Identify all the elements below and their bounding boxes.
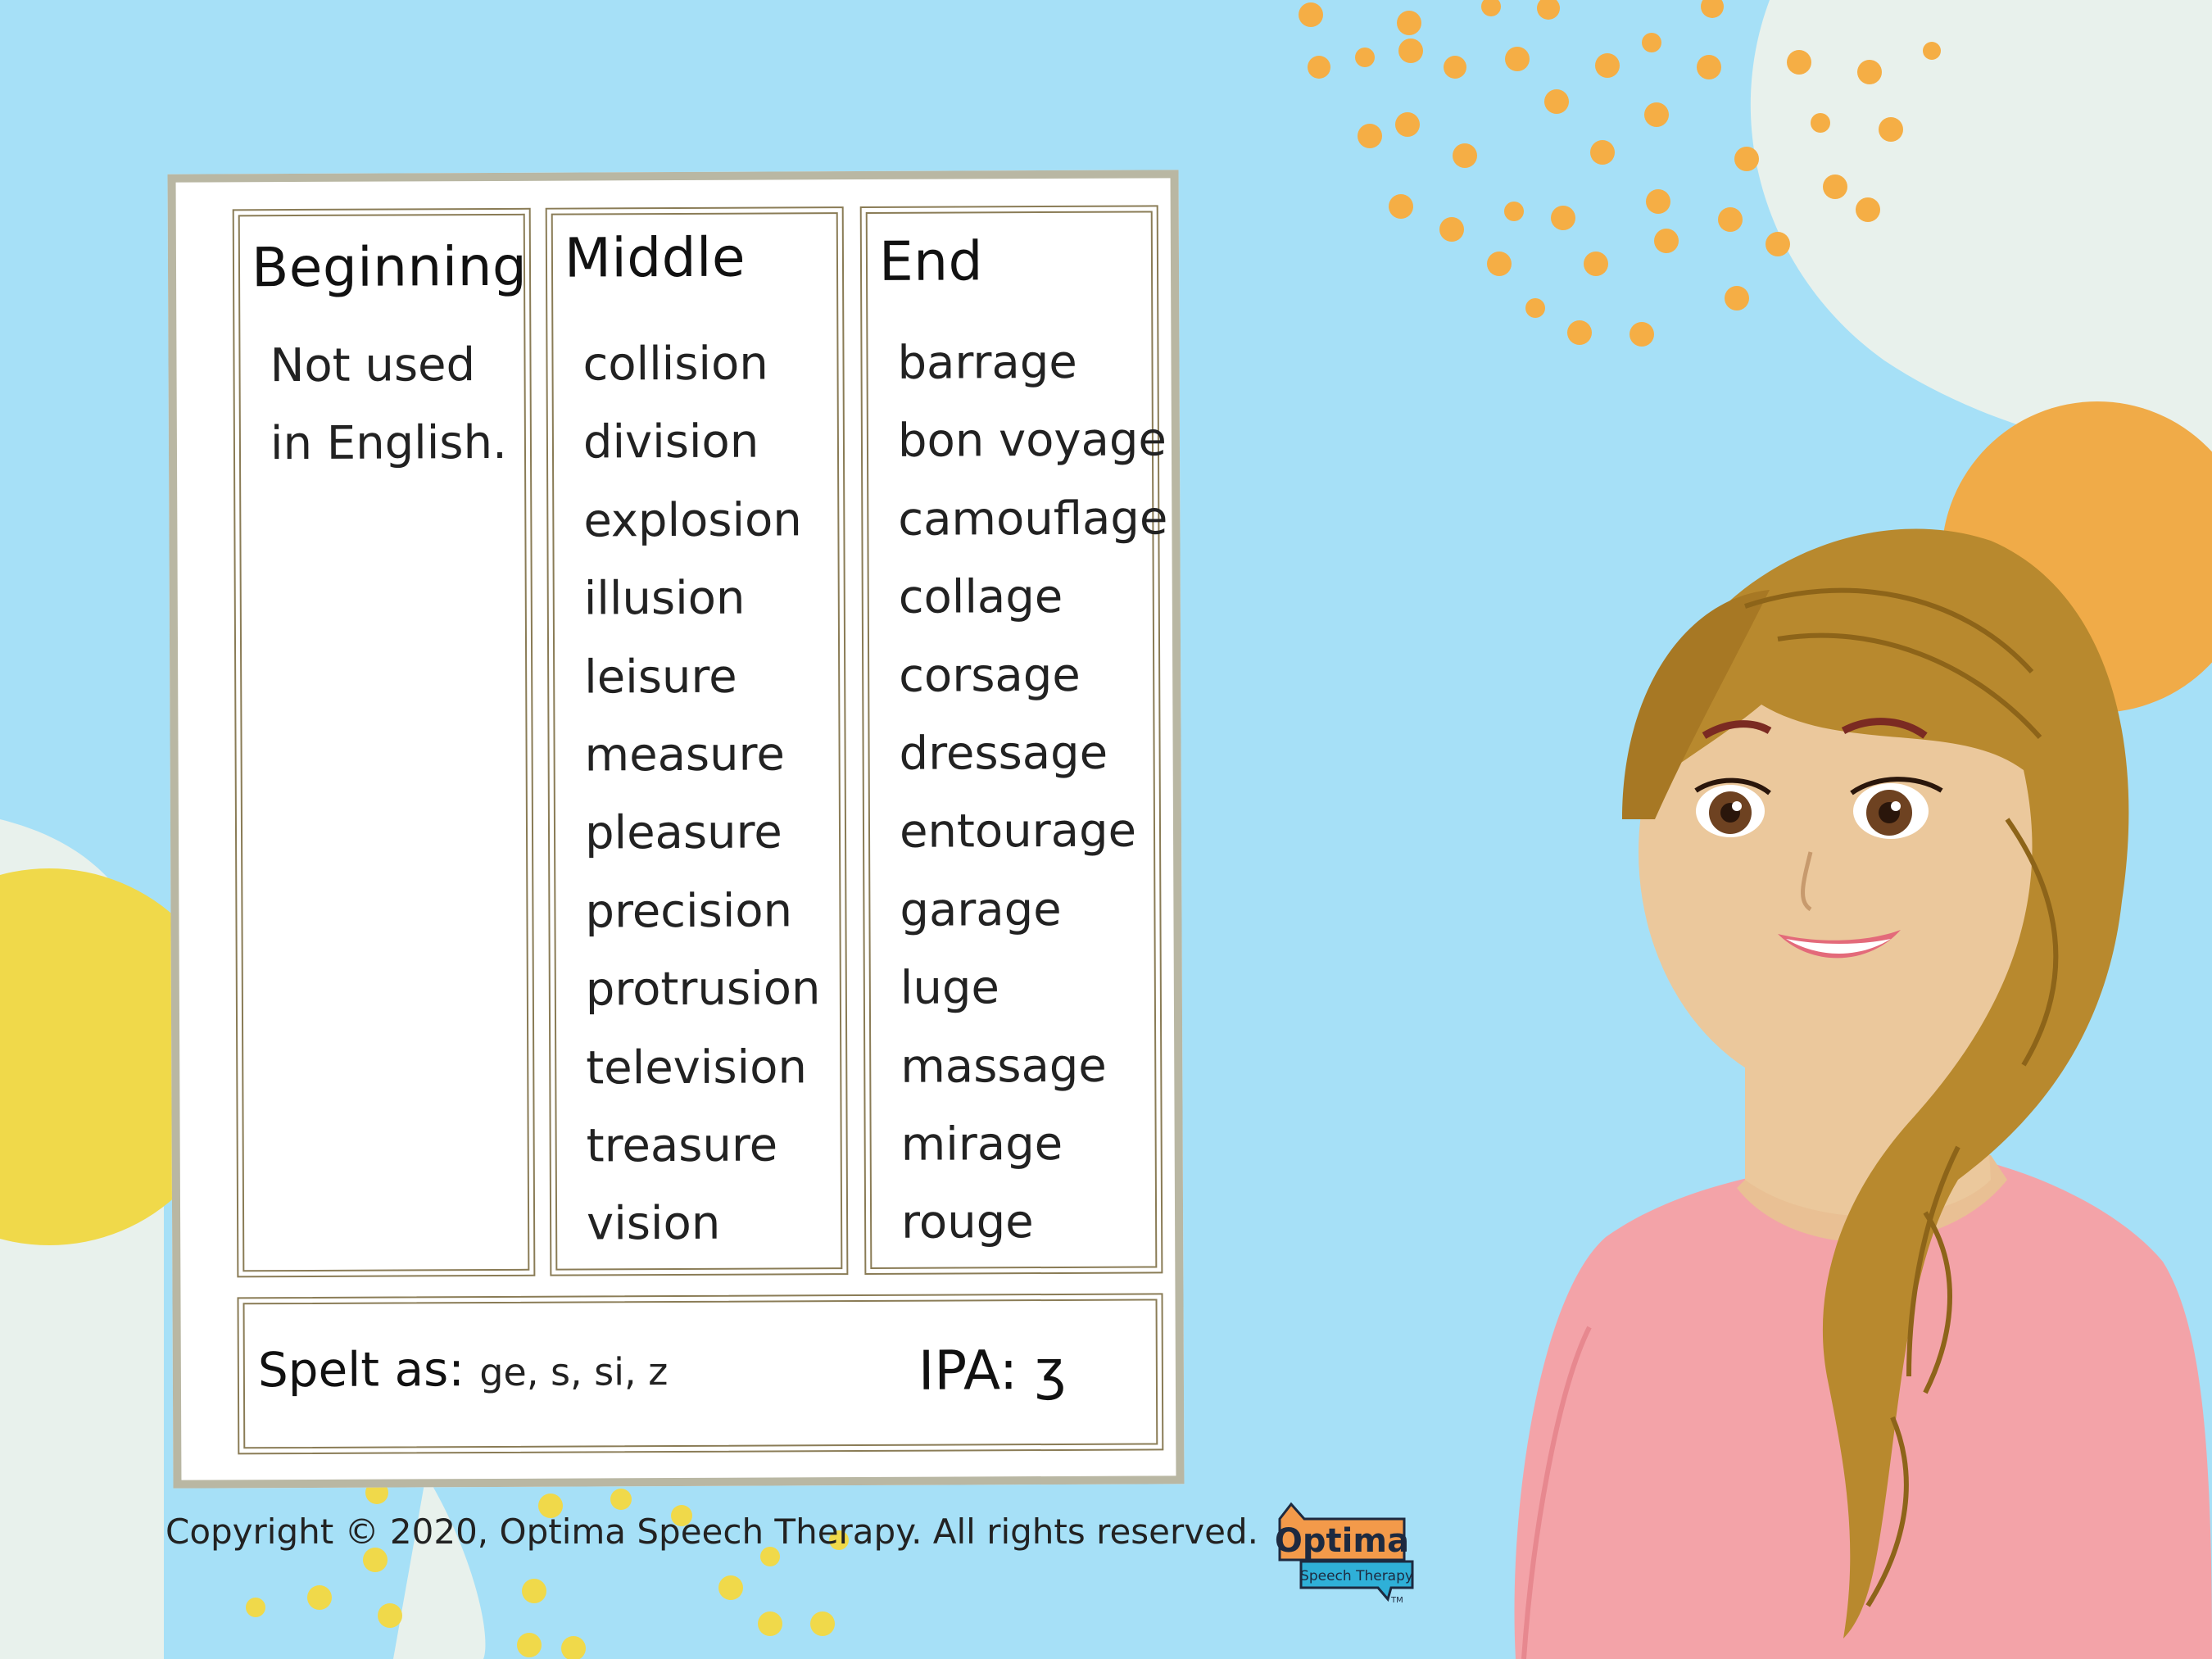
list-item: massage [900, 1039, 1107, 1094]
column-beginning [238, 214, 530, 1272]
list-item: dressage [899, 726, 1108, 781]
logo-subtitle: Speech Therapy [1300, 1568, 1413, 1584]
list-item: vision [586, 1197, 721, 1251]
ipa-symbol: ʒ [1034, 1338, 1067, 1403]
beginning-word-list [270, 326, 507, 483]
list-item: collision [582, 337, 768, 392]
heading-middle: Middle [564, 225, 746, 290]
list-item: in English. [270, 416, 507, 471]
list-item: protrusion [585, 962, 821, 1017]
spelling-ipa-box [243, 1299, 1158, 1448]
list-item: bon voyage [897, 413, 1167, 469]
list-item: precision [585, 884, 793, 939]
list-item: treasure [586, 1118, 778, 1173]
spelt-as-values: ge, s, si, z [479, 1349, 669, 1395]
list-item: mirage [900, 1117, 1063, 1172]
middle-word-list [582, 324, 822, 1263]
girl-illustration [1499, 475, 2212, 1659]
spelt-as [258, 1340, 669, 1398]
copyright-text: Copyright © 2020, Optima Speech Therapy. All rights reserved. [165, 1512, 1258, 1552]
logo-tm: TM [1391, 1596, 1403, 1604]
list-item: barrage [897, 335, 1077, 390]
end-word-list [897, 323, 1171, 1262]
list-item: luge [900, 961, 1000, 1015]
list-item: garage [900, 882, 1062, 937]
list-item: measure [584, 728, 785, 782]
ipa [918, 1339, 1067, 1403]
spelt-as-label: Spelt as: [257, 1341, 465, 1398]
optima-logo [1268, 1496, 1416, 1604]
column-middle [551, 212, 843, 1271]
heading-end: End [878, 229, 984, 293]
list-item: camouflage [898, 492, 1168, 546]
list-item: collage [898, 570, 1063, 624]
column-end [866, 211, 1168, 1269]
list-item: explosion [583, 493, 802, 548]
list-item: entourage [899, 804, 1137, 859]
heading-beginning: Beginning [251, 234, 528, 300]
list-item: division [582, 415, 759, 469]
list-item: leisure [584, 650, 737, 705]
word-list-card [168, 170, 1185, 1488]
list-item: pleasure [584, 805, 782, 860]
list-item: corsage [899, 648, 1081, 703]
ipa-label: IPA: [918, 1339, 1018, 1403]
logo-brand: Optima [1274, 1522, 1410, 1560]
list-item: illusion [583, 571, 746, 626]
list-item: Not used [270, 338, 476, 393]
list-item: television [586, 1040, 808, 1095]
list-item: rouge [900, 1195, 1034, 1250]
